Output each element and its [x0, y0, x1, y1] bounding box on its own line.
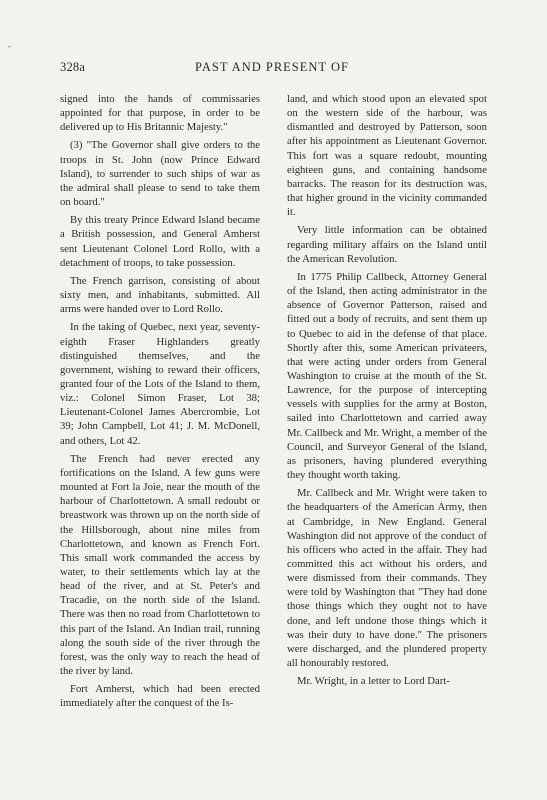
paragraph: The French had never erected any fortifications on the Island. A few guns were mounted at Fort la Joie, near the mouth of the harbour of Charlottetown. A small redoubt or breastwork was thrown up on the north side of the Hillsborough, about nine miles from Charlottetown, and known as French Fort. This small work commanded the access by water, to their settlements which lay at the head of the river, and at St. Peter's and Tracadie, on the north side of the Island. There was then no road from Charlottetown to this part of the Island. An Indian trail, running along the south side of the river through the forest, was the only way to reach the head of the river by land. [60, 452, 260, 678]
paragraph: signed into the hands of commissaries appointed for that purpose, in order to be delivered up to His Britannic Majesty." [60, 93, 260, 134]
margin-mark [8, 45, 11, 47]
left-column [60, 92, 260, 715]
paragraph: land, and which stood upon an elevated spot on the western side of the harbour, was dismantled and destroyed by Patterson, soon after his appointment as Lieutenant Governor. This fort was a square redoubt, mounting eighteen guns, and containing handsome barracks. The reason for its destruction was, that higher ground in the vicinity commanded it. [287, 93, 487, 219]
paragraph: In the taking of Quebec, next year, seventy-eighth Fraser Highlanders greatly distinguished themselves, and the government, wishing to reward their officers, granted four of the Lots of the Island to them, viz.: Colonel Simon Fraser, Lot 38; Lieutenant-Colonel James Abercrombie, Lot 39; John Campbell, Lot 41; J. M. McDonell, and others, Lot 42. [60, 321, 260, 447]
paragraph: Mr. Wright, in a letter to Lord Dart- [297, 675, 450, 688]
paragraph: In 1775 Philip Callbeck, Attorney General of the Island, then acting administrator in the absence of Governor Patterson, raised and fitted out a body of recruits, and sent them up to Quebec to aid in the defense of that place. Shortly after this, some American privateers, that were acting under orders from General Washington to cruise at the mouth of the St. Lawrence, for the purpose of intercepting vessels with supplies for the army at Boston, sailed into Charlottetown and carried away Mr. Callbeck and Mr. Wright, a member of the Council, and Surveyor General of the Island, as prisoners, having plundered everything they thought worth taking. [287, 270, 487, 482]
right-column [287, 92, 487, 692]
page-header [60, 60, 484, 78]
paragraph: By this treaty Prince Edward Island became a British possession, and General Amherst sent Lieutenant Colonel Lord Rollo, with a detachment of troops, to take possession. [60, 214, 260, 269]
paragraph: Fort Amherst, which had been erected immediately after the conquest of the Is- [60, 683, 260, 710]
paragraph: Mr. Callbeck and Mr. Wright were taken to the headquarters of the American Army, then at Cambridge, in New England. General Washington did not approve of the conduct of his officers who acted in the affair. They had committed this act without his orders, and were dismissed from their commands. They were told by Washington that "They had done those things which they ought not to have done, and left undone those things which it was their duty to have done." The prisoners were discharged, and the plundered property all honourably restored. [287, 487, 487, 670]
paragraph: The French garrison, consisting of about sixty men, and inhabitants, submitted. All arms were handed over to Lord Rollo. [60, 274, 260, 316]
page-number: 328a [60, 60, 86, 74]
paragraph: Very little information can be obtained regarding military affairs on the Island until the American Revolution. [287, 224, 487, 265]
running-head: PAST AND PRESENT OF [195, 60, 349, 74]
paragraph: (3) "The Governor shall give orders to the troops in St. John (now Prince Edward Island), to surrender to such ships of war as the admiral shall please to send to take them on board." [60, 139, 260, 209]
